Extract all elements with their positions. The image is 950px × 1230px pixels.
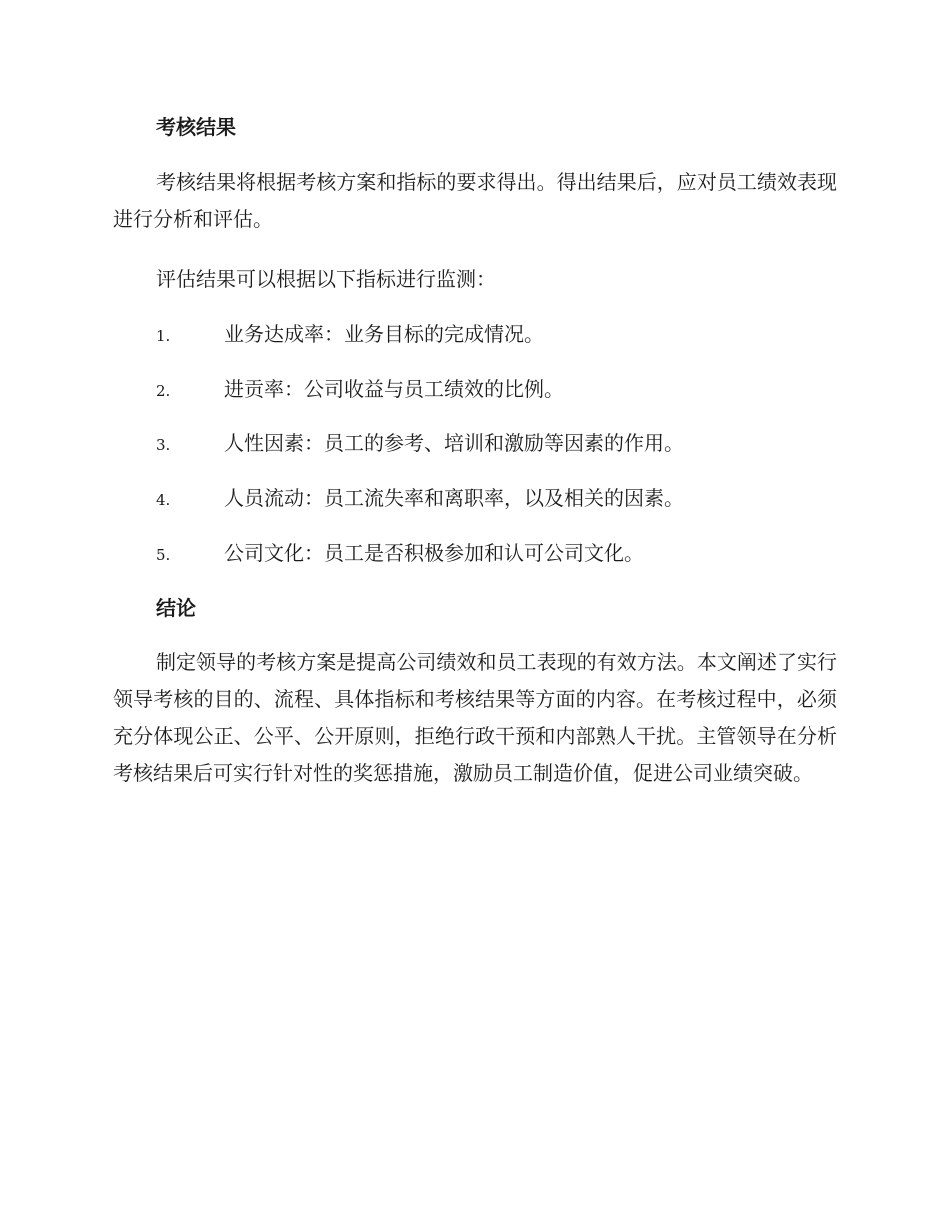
list-item-text: 公司文化：员工是否积极参加和认可公司文化。 <box>224 541 644 565</box>
list-item-number: 5. <box>156 546 171 564</box>
list-item-text: 人员流动：员工流失率和离职率，以及相关的因素。 <box>224 486 684 510</box>
list-item-text: 人性因素：员工的参考、培训和激励等因素的作用。 <box>224 431 684 455</box>
list-item-number: 3. <box>156 436 171 454</box>
evaluation-intro: 评估结果可以根据以下指标进行监测： <box>156 267 496 291</box>
list-item <box>0 484 950 512</box>
list-item-number: 2. <box>156 382 171 400</box>
list-item-text: 业务达成率：业务目标的完成情况。 <box>224 322 544 346</box>
list-item <box>0 429 950 457</box>
list-item <box>0 375 950 403</box>
list-item-number: 4. <box>156 491 171 509</box>
results-heading: 考核结果 <box>156 115 236 139</box>
results-paragraph: 考核结果将根据考核方案和指标的要求得出。得出结果后，应对员工绩效表现进行分析和评估。 <box>113 170 837 231</box>
conclusion-heading: 结论 <box>156 596 196 620</box>
list-item-number: 1. <box>156 327 171 345</box>
list-item-text: 进贡率：公司收益与员工绩效的比例。 <box>224 377 564 401</box>
list-item <box>0 539 950 567</box>
list-item <box>0 320 950 348</box>
conclusion-paragraph: 制定领导的考核方案是提高公司绩效和员工表现的有效方法。本文阐述了实行领导考核的目的、流程、具体指标和考核结果等方面的内容。在考核过程中，必须充分体现公正、公平、公开原则，拒绝行政干预和内部熟人干扰。主管领导在分析考核结果后可实行针对性的奖惩措施，激励员工制造价值，促进公司业绩突破。 <box>113 650 837 785</box>
